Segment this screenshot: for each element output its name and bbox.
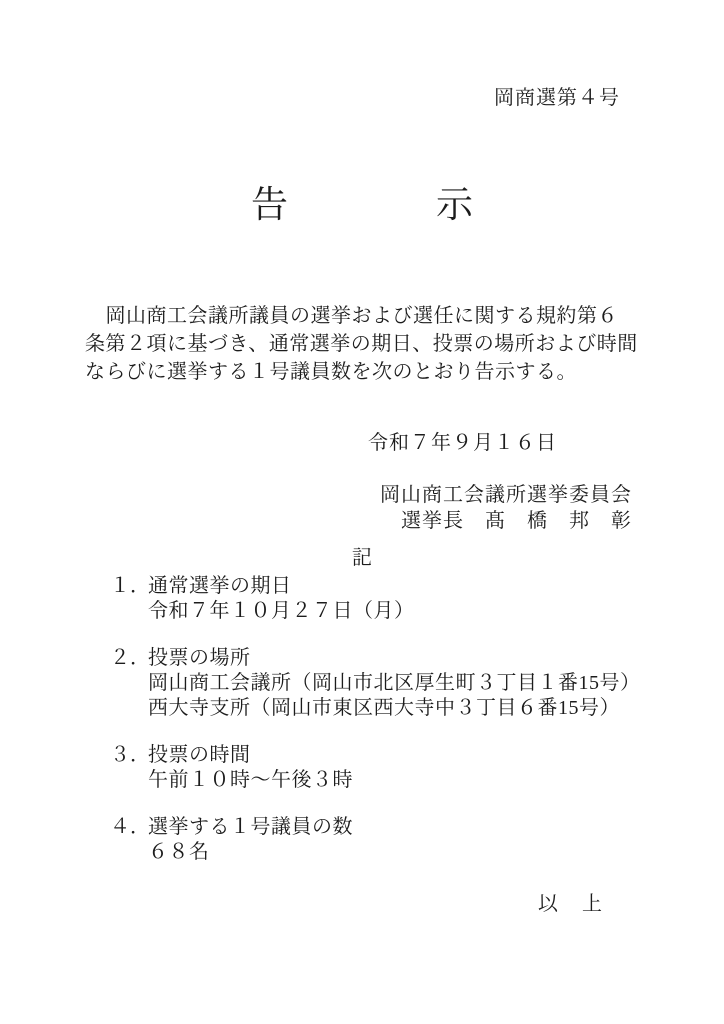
item-number: ３．	[110, 744, 150, 766]
item-title: 通常選挙の期日	[148, 575, 292, 597]
item-heading	[110, 743, 724, 768]
item-number: １．	[110, 575, 150, 597]
ki-heading: 記	[352, 547, 372, 569]
item-heading	[110, 815, 724, 840]
item-body	[148, 671, 724, 721]
issuer-block	[0, 482, 724, 534]
item-polling-places	[110, 646, 724, 721]
item-title: 投票の時間	[148, 744, 251, 766]
item-line: 西大寺支所（岡山市東区西大寺中３丁目６番15号）	[148, 697, 620, 719]
item-heading	[110, 646, 724, 671]
item-body	[148, 840, 724, 865]
issuer-chairman-name: 選挙長 髙 橋 邦 彰	[401, 510, 632, 532]
item-title: 選挙する１号議員の数	[148, 816, 353, 838]
preamble-line-2: 条第２項に基づき、通常選挙の期日、投票の場所および時間	[85, 333, 638, 355]
item-number-of-members	[110, 815, 724, 865]
document-title: 告 示	[251, 185, 473, 226]
notice-item-list	[110, 574, 724, 865]
item-title: 投票の場所	[148, 647, 251, 669]
item-body	[148, 768, 724, 793]
preamble-paragraph	[85, 302, 653, 386]
issue-date: 令和７年９月１６日	[368, 432, 557, 454]
item-line: 岡山商工会議所（岡山市北区厚生町３丁目１番15号）	[148, 672, 641, 694]
preamble-line-1: 岡山商工会議所議員の選挙および選任に関する規約第６	[85, 305, 618, 327]
item-polling-hours	[110, 743, 724, 793]
item-line: 午前１０時～午後３時	[148, 769, 353, 791]
item-body	[148, 599, 724, 624]
closing-ijou: 以 上	[538, 893, 604, 915]
issuer-organization: 岡山商工会議所選挙委員会	[380, 484, 632, 506]
item-election-date	[110, 574, 724, 624]
item-line: ６８名	[148, 841, 210, 863]
document-number: 岡商選第４号	[494, 87, 620, 109]
preamble-line-3: ならびに選挙する１号議員数を次のとおり告示する。	[85, 361, 577, 383]
item-number: ４．	[110, 816, 150, 838]
item-line: 令和７年１０月２７日（月）	[148, 600, 415, 622]
item-heading	[110, 574, 724, 599]
item-number: ２．	[110, 647, 150, 669]
